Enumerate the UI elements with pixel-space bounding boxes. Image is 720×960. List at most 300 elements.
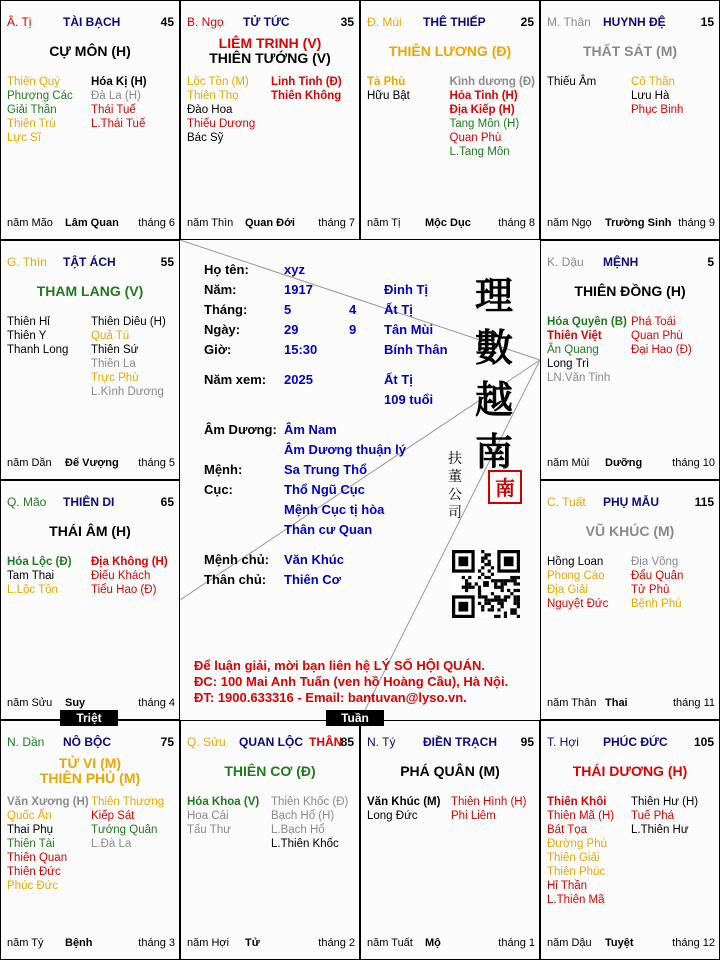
- palace-age-number: 85: [340, 735, 354, 749]
- qr-module: [491, 599, 494, 602]
- am-duong-label: Âm Dương:: [204, 422, 277, 437]
- star-column-left: [547, 315, 631, 385]
- star-columns: [547, 555, 715, 611]
- palace-branch: B. Ngọ: [187, 15, 224, 29]
- star-column-right: [271, 75, 355, 145]
- palace-branch: N. Dần: [7, 735, 45, 749]
- minor-star: Long Đức: [367, 810, 418, 822]
- year-row: [204, 282, 464, 297]
- minor-star: Văn Khúc (M): [367, 796, 441, 808]
- palace-footer: [367, 217, 535, 231]
- star-columns: [187, 795, 355, 851]
- main-star: THIÊN ĐỒNG (H): [574, 283, 686, 299]
- qr-module: [475, 582, 478, 585]
- minor-star: Hỉ Thần: [547, 880, 588, 892]
- minor-star: Đường Phù: [547, 838, 607, 850]
- palace-branch: Q. Sửu: [187, 735, 226, 749]
- year-value: 1917: [284, 282, 313, 297]
- qr-module: [488, 576, 491, 579]
- qr-module: [501, 589, 504, 592]
- footer-month: tháng 7: [318, 217, 355, 229]
- minor-star: Thiên Hỉ: [7, 316, 50, 328]
- qr-module: [514, 589, 517, 592]
- qr-module: [488, 602, 491, 605]
- star-column-left: [367, 795, 451, 823]
- footer-year: năm Ngọ: [547, 217, 592, 229]
- day-row: [204, 322, 464, 337]
- qr-module: [484, 599, 487, 602]
- qr-module: [468, 576, 471, 579]
- minor-star: Thiên Thọ: [187, 90, 239, 102]
- qr-module: [504, 556, 514, 566]
- qr-module: [497, 608, 500, 611]
- minor-star: L.Tang Môn: [449, 146, 510, 158]
- menh-value: Sa Trung Thổ: [284, 462, 368, 477]
- palace-age-number: 105: [693, 735, 714, 749]
- palace-footer: [547, 457, 715, 471]
- side-char: 司: [448, 505, 462, 521]
- star-column-left: [187, 795, 271, 851]
- minor-star: Tử Phù: [631, 584, 670, 596]
- star-columns: [7, 795, 175, 893]
- palace-name: TỬ TỨC: [243, 15, 290, 29]
- minor-star: Tướng Quân: [91, 824, 158, 836]
- minor-star: Quan Phù: [631, 330, 683, 342]
- qr-module: [491, 608, 494, 611]
- footer-stage: Dưỡng: [605, 457, 643, 469]
- footer-year: năm Mão: [7, 217, 53, 229]
- minor-star: Lưu Hà: [631, 90, 670, 102]
- palace-phúc-đức[interactable]: [540, 720, 720, 960]
- minor-star: Phá Toái: [631, 316, 676, 328]
- qr-module: [507, 589, 510, 592]
- palace-huynh-đệ[interactable]: [540, 0, 720, 240]
- footer-year: năm Tị: [367, 217, 401, 229]
- qr-module: [497, 586, 500, 589]
- star-column-right: [631, 75, 715, 117]
- calligraphy-logo: [464, 270, 524, 478]
- qr-module: [488, 560, 491, 563]
- footer-year: năm Tý: [7, 937, 44, 949]
- footer-year: năm Thân: [547, 697, 597, 709]
- qr-module: [468, 586, 471, 589]
- palace-nô-bộc[interactable]: [0, 720, 180, 960]
- main-star: THIÊN PHỦ (M): [39, 770, 141, 786]
- palace-footer: [187, 217, 355, 231]
- palace-age-number: 65: [160, 495, 174, 509]
- view-year-value: 2025: [284, 372, 313, 387]
- qr-module: [488, 608, 491, 611]
- qr-module: [481, 566, 484, 569]
- triet-marker: Triệt: [60, 710, 118, 726]
- palace-footer: [367, 937, 535, 951]
- footer-month: tháng 3: [138, 937, 175, 949]
- qr-module: [494, 599, 497, 602]
- qr-module: [517, 582, 520, 585]
- minor-star: Thiên Tài: [7, 838, 55, 850]
- name-value: xyz: [284, 262, 305, 277]
- palace-name: THIÊN DI: [63, 495, 115, 509]
- qr-module: [488, 569, 491, 572]
- minor-star: Thiên Hư (H): [631, 796, 699, 808]
- main-star: THIÊN LƯƠNG (Đ): [388, 43, 512, 59]
- footer-stage: Thai: [605, 697, 628, 709]
- palace-age-number: 35: [340, 15, 354, 29]
- month-canchi: Ất Tị: [384, 302, 413, 317]
- am-duong-row: [204, 422, 464, 437]
- minor-star: Phi Liêm: [451, 810, 496, 822]
- footer-stage: Bệnh: [65, 937, 93, 949]
- minor-star: Đào Hoa: [187, 104, 233, 116]
- minor-star: Đại Hao (Đ): [631, 344, 692, 356]
- qr-module: [501, 586, 504, 589]
- qr-module: [468, 582, 471, 585]
- qr-module: [497, 615, 500, 618]
- palace-name: THÊ THIẾP: [423, 15, 486, 29]
- view-year-canchi: Ất Tị: [384, 372, 413, 387]
- side-char: 董: [448, 469, 462, 485]
- minor-star: L.Lộc Tồn: [7, 584, 58, 596]
- palace-footer: [7, 697, 175, 711]
- minor-star: Địa Giải: [547, 584, 588, 596]
- minor-star: Thiên Quý: [7, 76, 61, 88]
- qr-module: [517, 599, 520, 602]
- name-label: Họ tên:: [204, 262, 249, 277]
- minor-star: Thiên Thương: [91, 796, 165, 808]
- star-column-right: [631, 555, 715, 611]
- minor-star: L.Thiên Hư: [631, 824, 689, 836]
- palace-phụ-mẫu[interactable]: [540, 480, 720, 720]
- minor-star: Thiên Quan: [7, 852, 68, 864]
- qr-code-icon[interactable]: [452, 550, 520, 618]
- menh-chu-row: [204, 552, 464, 567]
- month-value: 5: [284, 302, 292, 317]
- palace-thiên-di[interactable]: [0, 480, 180, 720]
- qr-module: [510, 579, 513, 582]
- palace-điền-trạch[interactable]: [360, 720, 540, 960]
- footer-month: tháng 6: [138, 217, 175, 229]
- star-column-right: [450, 75, 535, 159]
- palace-branch: Đ. Mùi: [367, 15, 402, 29]
- minor-star: Kình dương (Đ): [449, 76, 535, 88]
- view-year-label: Năm xem:: [204, 372, 267, 387]
- palace-branch: T. Hợi: [547, 735, 579, 749]
- footer-month: tháng 10: [672, 457, 715, 469]
- qr-module: [497, 599, 500, 602]
- qr-module: [510, 608, 513, 611]
- qr-module: [494, 595, 497, 598]
- star-column-left: [7, 75, 91, 145]
- palace-name: NÔ BỘC: [63, 735, 111, 749]
- qr-module: [478, 586, 481, 589]
- footer-year: năm Tuất: [367, 937, 413, 949]
- footer-stage: Đế Vượng: [65, 457, 119, 469]
- contact-address: ĐC: 100 Mai Anh Tuấn (ven hồ Hoàng Cầu), Hà Nội.: [194, 674, 509, 689]
- minor-star: Thái Tuế: [91, 104, 136, 116]
- star-columns: [547, 795, 715, 907]
- minor-star: Thiên Hình (H): [451, 796, 527, 808]
- qr-module: [504, 595, 507, 598]
- minor-star: Trực Phù: [91, 372, 139, 384]
- side-char: 扶: [448, 451, 462, 467]
- qr-module: [484, 553, 487, 556]
- qr-module: [514, 602, 517, 605]
- minor-star: Lộc Tồn (M): [187, 76, 249, 88]
- minor-star: Bạch Hổ (H): [271, 810, 335, 822]
- qr-module: [501, 579, 504, 582]
- qr-module: [494, 582, 497, 585]
- qr-module: [481, 550, 484, 553]
- palace-mệnh[interactable]: [540, 240, 720, 480]
- palace-branch: C. Tuất: [547, 495, 586, 509]
- red-seal-stamp: [488, 470, 522, 504]
- footer-month: tháng 9: [678, 217, 715, 229]
- footer-stage: Tuyệt: [605, 937, 634, 949]
- footer-year: năm Thìn: [187, 217, 234, 229]
- minor-star: Thiên Không: [271, 90, 342, 102]
- qr-module: [491, 592, 494, 595]
- footer-month: tháng 4: [138, 697, 175, 709]
- main-star: THÁI DƯƠNG (H): [572, 763, 688, 779]
- qr-module: [517, 602, 520, 605]
- qr-module: [510, 592, 513, 595]
- palace-age-number: 95: [520, 735, 534, 749]
- contact-line-1: Để luận giải, mời bạn liên hệ LÝ SỐ HỘI QUÁN.: [194, 658, 485, 673]
- minor-star: Hỏa Tinh (H): [449, 90, 518, 102]
- main-star: VŨ KHÚC (M): [585, 523, 675, 539]
- main-star: THIÊN CƠ (Đ): [224, 763, 316, 779]
- palace-tật-ách[interactable]: [0, 240, 180, 480]
- qr-module: [478, 589, 481, 592]
- footer-year: năm Mùi: [547, 457, 590, 469]
- minor-star: Long Trì: [547, 358, 590, 370]
- minor-star: Nguyệt Đức: [547, 598, 609, 610]
- am-duong-value: Âm Nam: [284, 422, 337, 437]
- minor-star: Thiếu Dương: [187, 118, 256, 130]
- qr-module: [517, 605, 520, 608]
- qr-module: [507, 579, 510, 582]
- palace-branch: Q. Mão: [7, 495, 47, 509]
- seal-text: 南: [495, 476, 515, 500]
- palace-name: ĐIỀN TRẠCH: [423, 735, 497, 749]
- footer-stage: Quan Đới: [245, 217, 295, 229]
- minor-star: Bệnh Phù: [631, 598, 682, 610]
- age-value: 109 tuổi: [384, 392, 434, 407]
- star-columns: [547, 315, 715, 385]
- minor-star: Tiểu Hao (Đ): [91, 584, 157, 596]
- footer-month: tháng 8: [498, 217, 535, 229]
- minor-star: Thiên Sứ: [91, 344, 139, 356]
- minor-star: Thiên La: [91, 358, 136, 370]
- star-column-left: [367, 75, 450, 159]
- qr-module: [478, 569, 481, 572]
- minor-star: Thiên Giải: [547, 852, 600, 864]
- qr-module: [517, 615, 520, 618]
- minor-star: Đà La (H): [91, 90, 141, 102]
- minor-star: Tấu Thư: [187, 824, 231, 836]
- minor-star: Thiên Việt: [547, 330, 602, 342]
- minor-star: Phục Binh: [631, 104, 684, 116]
- footer-stage: Tử: [245, 937, 260, 949]
- footer-stage: Lâm Quan: [65, 217, 119, 229]
- qr-module: [491, 566, 494, 569]
- footer-year: năm Hợi: [187, 937, 230, 949]
- month-row: [204, 302, 464, 317]
- name-row: [204, 262, 305, 277]
- minor-star: Tả Phù: [367, 76, 406, 88]
- qr-module: [510, 612, 513, 615]
- minor-star: L.Kình Dương: [91, 386, 164, 398]
- minor-star: Giải Thần: [7, 104, 57, 116]
- palace-thê-thiếp[interactable]: [360, 0, 540, 240]
- qr-module: [481, 608, 484, 611]
- qr-module: [501, 605, 504, 608]
- qr-module: [497, 595, 500, 598]
- palace-footer: [7, 457, 175, 471]
- qr-module: [462, 576, 465, 579]
- minor-star: Hồng Loan: [547, 556, 604, 568]
- palace-footer: [7, 217, 175, 231]
- main-star: TỬ VI (M): [58, 755, 122, 771]
- minor-star: Tam Thai: [7, 570, 55, 582]
- year-canchi: Đinh Tị: [384, 282, 429, 297]
- star-columns: [547, 75, 715, 117]
- menh-label: Mệnh:: [204, 462, 243, 477]
- qr-module: [517, 595, 520, 598]
- cuc-note-2: Thân cư Quan: [284, 522, 373, 537]
- star-column-left: [547, 75, 631, 117]
- star-column-left: [7, 315, 91, 399]
- qr-module: [514, 612, 517, 615]
- footer-year: năm Dậu: [547, 937, 592, 949]
- minor-star: Thiên Khôi: [547, 796, 607, 808]
- qr-module: [497, 602, 500, 605]
- star-columns: [7, 555, 175, 597]
- palace-footer: [7, 937, 175, 951]
- qr-module: [514, 576, 517, 579]
- qr-module: [483, 581, 489, 587]
- footer-stage: Mộc Dục: [425, 217, 471, 229]
- minor-star: Hóa Khoa (V): [187, 796, 260, 808]
- palace-tài-bạch[interactable]: [0, 0, 180, 240]
- menh-chu-label: Mệnh chủ:: [204, 552, 269, 567]
- tuan-marker: Tuần: [326, 710, 384, 726]
- minor-star: Địa Võng: [631, 556, 679, 568]
- qr-module: [514, 608, 517, 611]
- calligraphy-char: 南: [474, 429, 513, 474]
- minor-star: Ân Quang: [547, 344, 599, 356]
- qr-module: [517, 589, 520, 592]
- star-columns: [367, 795, 535, 823]
- main-star: THẤT SÁT (M): [582, 43, 678, 59]
- palace-name: QUAN LỘC: [239, 735, 303, 749]
- qr-module: [501, 582, 504, 585]
- qr-module: [504, 582, 507, 585]
- palace-footer: [547, 937, 715, 951]
- star-column-left: [187, 75, 271, 145]
- minor-star: Địa Không (H): [91, 556, 168, 568]
- minor-star: Hữu Bật: [367, 90, 410, 102]
- side-char: 公: [448, 487, 462, 503]
- am-duong-note: Âm Dương thuận lý: [284, 442, 406, 457]
- palace-quan-lộc[interactable]: [180, 720, 360, 960]
- cuc-note-1: Mệnh Cục tị hòa: [284, 502, 385, 517]
- minor-star: Hóa Kị (H): [91, 76, 147, 88]
- qr-module: [465, 582, 468, 585]
- qr-module: [484, 556, 487, 559]
- palace-tử-tức[interactable]: [180, 0, 360, 240]
- qr-module: [478, 576, 481, 579]
- qr-module: [478, 592, 481, 595]
- minor-star: Hoa Cái: [187, 810, 229, 822]
- palace-age-number: 115: [694, 495, 714, 509]
- qr-module: [458, 602, 468, 612]
- palace-age-number: 25: [520, 15, 534, 29]
- palace-name: TẬT ÁCH: [63, 255, 116, 269]
- footer-year: năm Dần: [7, 457, 52, 469]
- menh-chu-value: Văn Khúc: [284, 552, 344, 567]
- palace-age-number: 55: [160, 255, 174, 269]
- qr-module: [494, 579, 497, 582]
- hour-canchi: Bính Thân: [384, 342, 448, 357]
- minor-star: Thiên Phúc: [547, 866, 606, 878]
- palace-name: TÀI BẠCH: [63, 15, 121, 29]
- year-label: Năm:: [204, 282, 237, 297]
- qr-module: [462, 586, 465, 589]
- qr-module: [488, 563, 491, 566]
- month-lunar: 4: [349, 302, 357, 317]
- palace-age-number: 5: [707, 255, 714, 269]
- qr-module: [481, 573, 484, 576]
- minor-star: Thiên Đức: [7, 866, 61, 878]
- qr-module: [510, 576, 513, 579]
- star-column-right: [91, 75, 175, 145]
- star-column-right: [631, 795, 715, 907]
- calligraphy-side-text: [448, 450, 468, 522]
- than-marker: THÂN: [309, 735, 343, 749]
- star-column-right: [631, 315, 715, 385]
- star-column-left: [547, 555, 631, 611]
- footer-year: năm Sửu: [7, 697, 53, 709]
- qr-module: [481, 595, 484, 598]
- cuc-row: [204, 482, 464, 497]
- palace-branch: Â. Tị: [7, 15, 32, 29]
- qr-module: [501, 599, 504, 602]
- qr-module: [484, 563, 487, 566]
- minor-star: Quốc Ấn: [7, 810, 52, 822]
- star-column-left: [7, 555, 91, 597]
- minor-star: Bát Tọa: [547, 824, 588, 836]
- qr-module: [484, 595, 487, 598]
- footer-month: tháng 12: [672, 937, 715, 949]
- day-value: 29: [284, 322, 299, 337]
- qr-module: [494, 586, 497, 589]
- minor-star: Thiên Y: [7, 330, 47, 342]
- minor-star: Đẩu Quân: [631, 570, 684, 582]
- main-star: THIÊN TƯỚNG (V): [209, 50, 331, 66]
- footer-month: tháng 5: [138, 457, 175, 469]
- month-label: Tháng:: [204, 302, 248, 317]
- calligraphy-char: 理: [474, 273, 513, 318]
- qr-module: [465, 579, 468, 582]
- palace-branch: G. Thìn: [7, 255, 47, 269]
- qr-module: [481, 605, 484, 608]
- qr-module: [488, 553, 491, 556]
- menh-row: [204, 462, 464, 477]
- palace-footer: [547, 217, 715, 231]
- qr-module: [481, 556, 484, 559]
- main-star: THÁI ÂM (H): [49, 523, 131, 539]
